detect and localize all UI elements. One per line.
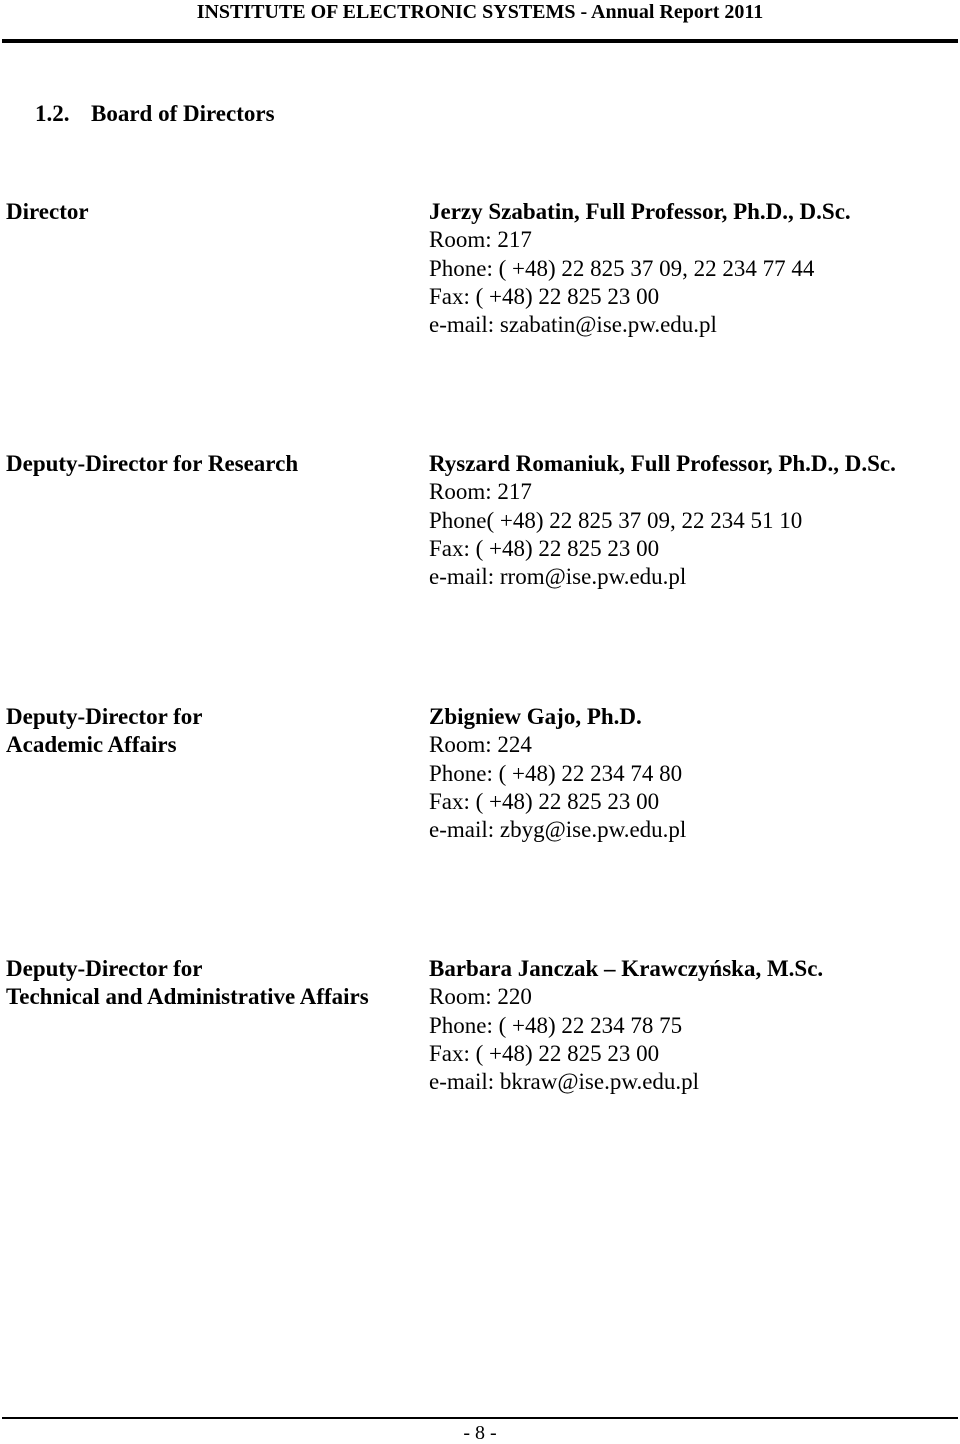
person-name: Jerzy Szabatin, Full Professor, Ph.D., D.Sc. <box>429 199 851 224</box>
section-number: 1.2. <box>35 101 70 126</box>
role-line: Deputy-Director for <box>6 704 203 729</box>
role-label <box>6 198 89 226</box>
contact-info <box>429 450 896 591</box>
room: Room: 217 <box>429 227 532 253</box>
role-line: Deputy-Director for <box>6 956 203 981</box>
email: e-mail: rrom@ise.pw.edu.pl <box>429 564 687 590</box>
phone: Phone: ( +48) 22 825 37 09, 22 234 77 44 <box>429 255 815 281</box>
role-line: Academic Affairs <box>6 732 177 758</box>
phone: Phone: ( +48) 22 234 78 75 <box>429 1012 683 1038</box>
phone: Phone( +48) 22 825 37 09, 22 234 51 10 <box>429 507 803 533</box>
room: Room: 217 <box>429 479 532 505</box>
page-number: - 8 - <box>463 1422 497 1444</box>
section-title: Board of Directors <box>91 101 275 126</box>
fax: Fax: ( +48) 22 825 23 00 <box>429 1040 660 1066</box>
section-heading <box>35 100 275 128</box>
report-header <box>0 0 960 24</box>
role-line: Technical and Administrative Affairs <box>6 984 369 1010</box>
email: e-mail: zbyg@ise.pw.edu.pl <box>429 817 687 843</box>
room: Room: 224 <box>429 732 532 758</box>
role-line: Director <box>6 199 89 224</box>
person-name: Ryszard Romaniuk, Full Professor, Ph.D., D.Sc. <box>429 451 896 476</box>
email: e-mail: bkraw@ise.pw.edu.pl <box>429 1069 700 1095</box>
role-label <box>6 703 203 760</box>
contact-info <box>429 198 851 339</box>
person-name: Zbigniew Gajo, Ph.D. <box>429 704 642 729</box>
person-name: Barbara Janczak – Krawczyńska, M.Sc. <box>429 956 824 981</box>
fax: Fax: ( +48) 22 825 23 00 <box>429 788 660 814</box>
fax: Fax: ( +48) 22 825 23 00 <box>429 535 660 561</box>
role-label <box>6 955 369 1012</box>
contact-info <box>429 703 686 844</box>
room: Room: 220 <box>429 984 532 1010</box>
phone: Phone: ( +48) 22 234 74 80 <box>429 760 683 786</box>
fax: Fax: ( +48) 22 825 23 00 <box>429 283 660 309</box>
contact-info <box>429 955 823 1096</box>
footer-rule <box>2 1417 958 1419</box>
role-label <box>6 450 298 478</box>
role-line: Deputy-Director for Research <box>6 451 299 476</box>
report-header-title: INSTITUTE OF ELECTRONIC SYSTEMS - Annual Report 2011 <box>196 1 764 23</box>
email: e-mail: szabatin@ise.pw.edu.pl <box>429 312 717 338</box>
header-rule <box>2 39 958 43</box>
